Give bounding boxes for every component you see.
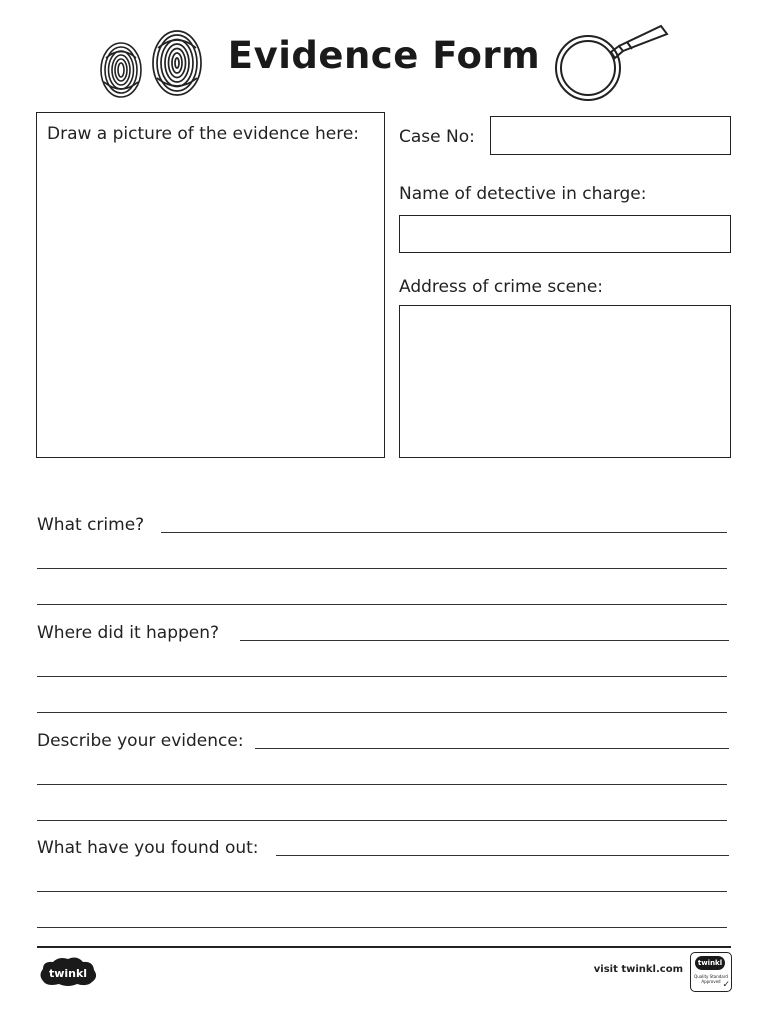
answer-line[interactable] <box>37 712 727 713</box>
crime-scene-address-field[interactable] <box>399 305 731 458</box>
check-icon: ✓ <box>722 980 730 990</box>
question-label-where-happen: Where did it happen? <box>37 623 220 643</box>
detective-name-field[interactable] <box>399 215 731 253</box>
answer-line[interactable] <box>161 532 727 533</box>
badge-text: Quality Standard Approved <box>694 974 728 984</box>
answer-line[interactable] <box>37 568 727 569</box>
case-no-label: Case No: <box>399 127 475 147</box>
answer-line[interactable] <box>37 676 727 677</box>
answer-line[interactable] <box>37 927 727 928</box>
question-label-what-crime: What crime? <box>37 515 145 535</box>
answer-line[interactable] <box>37 604 727 605</box>
case-no-field[interactable] <box>490 116 731 155</box>
evidence-drawing-area[interactable] <box>36 112 385 458</box>
quality-badge <box>690 952 732 992</box>
evidence-drawing-label: Draw a picture of the evidence here: <box>47 124 360 144</box>
twinkl-logo <box>37 955 99 989</box>
crime-scene-address-label: Address of crime scene: <box>399 277 603 297</box>
magnifying-glass-icon <box>553 22 673 108</box>
answer-line[interactable] <box>240 640 729 641</box>
answer-line[interactable] <box>37 891 727 892</box>
badge-logo: twinkl <box>695 956 725 970</box>
page-title: Evidence Form <box>227 34 541 77</box>
footer-divider <box>37 946 731 948</box>
answer-line[interactable] <box>37 784 727 785</box>
question-label-describe-evidence: Describe your evidence: <box>37 731 244 751</box>
answer-line[interactable] <box>276 855 729 856</box>
visit-website-link[interactable]: visit twinkl.com <box>593 964 683 975</box>
question-label-found-out: What have you found out: <box>37 838 259 858</box>
detective-name-label: Name of detective in charge: <box>399 184 647 204</box>
answer-line[interactable] <box>255 748 729 749</box>
twinkl-logo-text: twinkl <box>48 967 88 980</box>
answer-line[interactable] <box>37 820 727 821</box>
